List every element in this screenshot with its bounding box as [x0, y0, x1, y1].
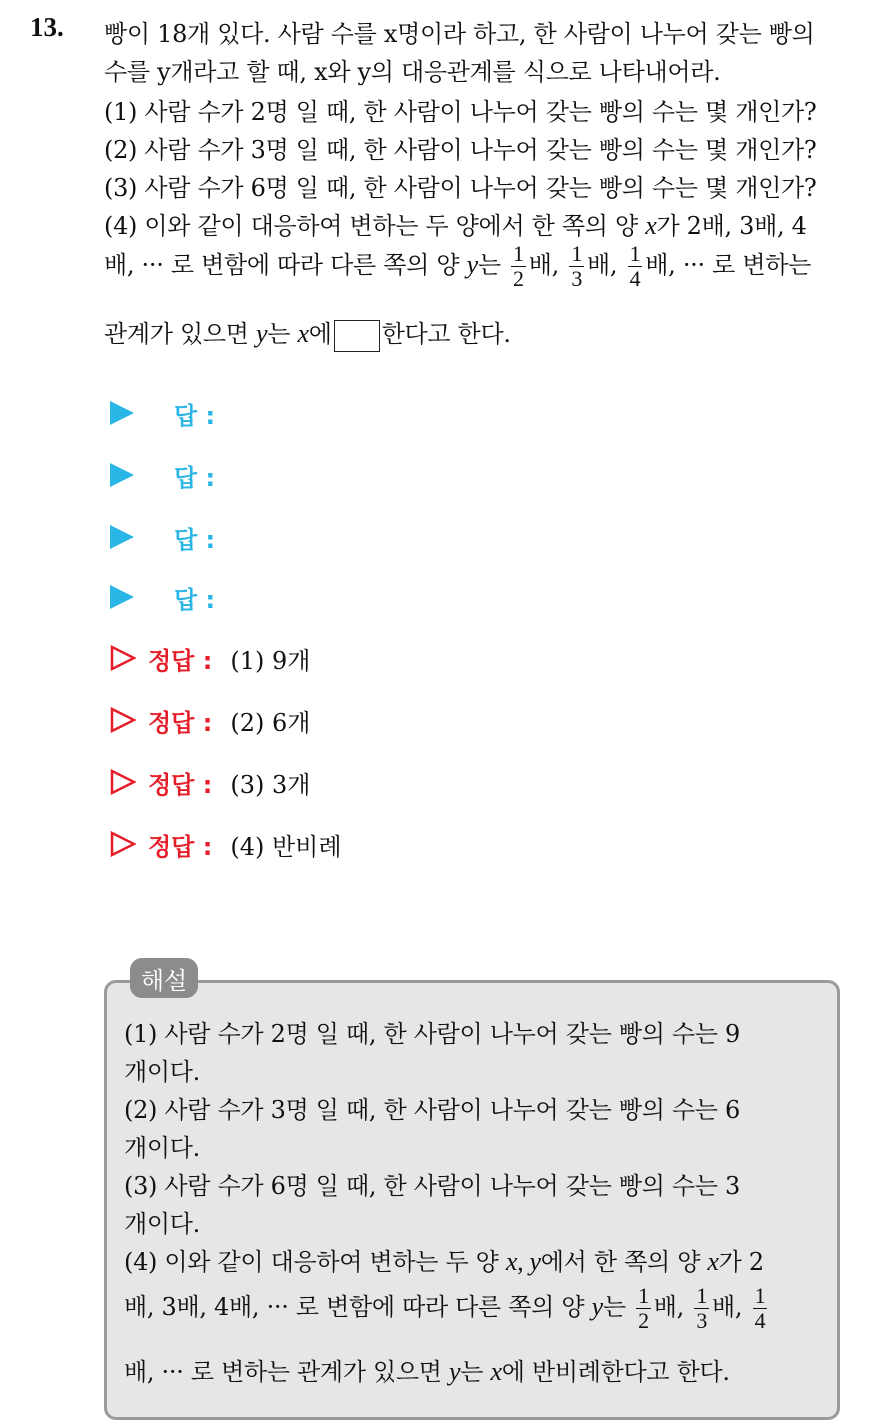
correct-label: 정답 : — [148, 832, 213, 861]
explanation-text: 가 2 — [718, 1248, 764, 1276]
sub4-text: 는 — [477, 251, 501, 280]
answer-label: 답 : — [174, 401, 216, 430]
explanation-line: 개이다. — [124, 1058, 200, 1086]
explanation-line-4c — [124, 1352, 730, 1387]
correct-answer-4 — [110, 826, 342, 862]
sub4-text: 배, ··· 로 변함에 따라 다른 쪽의 양 — [104, 251, 467, 280]
correct-value: (2) 6개 — [230, 708, 311, 737]
sub4-text: 배, ··· 로 변하는 — [645, 251, 812, 280]
sub-question-4-line2 — [104, 242, 811, 291]
explanation-tag: 해설 — [130, 958, 198, 998]
explanation-text: (4) 이와 같이 대응하여 변하는 두 양 — [124, 1248, 506, 1276]
play-arrow-icon — [110, 525, 134, 549]
play-arrow-icon — [110, 401, 134, 425]
fraction-one-third: $\frac{1}{3}$ — [696, 1283, 708, 1334]
sub-question-2: (2) 사람 수가 3명 일 때, 한 사람이 나누어 갖는 빵의 수는 몇 개인가? — [104, 136, 817, 164]
question-intro-line2: 수를 y개라고 할 때, x와 y의 대응관계를 식으로 나타내어라. — [104, 58, 721, 86]
correct-label: 정답 : — [148, 646, 213, 675]
explanation-line: 개이다. — [124, 1210, 200, 1238]
fraction-one-third: $\frac{1}{3}$ — [571, 241, 583, 292]
correct-value: (4) 반비례 — [230, 832, 342, 861]
variable-y: y — [255, 319, 268, 348]
explanation-line: (3) 사람 수가 6명 일 때, 한 사람이 나누어 갖는 빵의 수는 3 — [124, 1172, 740, 1200]
fraction-one-quarter: $\frac{1}{4}$ — [629, 241, 641, 292]
variable-y: y — [466, 250, 478, 280]
explanation-text: 는 — [602, 1293, 626, 1322]
explanation-line-4b — [124, 1284, 770, 1333]
sub-question-4-line3 — [104, 314, 511, 352]
hollow-triangle-icon — [110, 645, 136, 671]
sub-question-3: (3) 사람 수가 6명 일 때, 한 사람이 나누어 갖는 빵의 수는 몇 개인가? — [104, 174, 817, 202]
sub-question-1: (1) 사람 수가 2명 일 때, 한 사람이 나누어 갖는 빵의 수는 몇 개인가? — [104, 98, 817, 126]
explanation-line: (1) 사람 수가 2명 일 때, 한 사람이 나누어 갖는 빵의 수는 9 — [124, 1020, 740, 1048]
fraction-one-half: $\frac{1}{2}$ — [513, 241, 524, 292]
fraction-one-half: $\frac{1}{2}$ — [638, 1283, 649, 1334]
explanation-text: 는 — [460, 1358, 491, 1386]
variable-x: x — [645, 211, 657, 240]
variable-x: x — [297, 319, 309, 348]
sub4-text: 관계가 있으면 — [104, 320, 256, 348]
variable-x: x — [490, 1357, 502, 1386]
answer-row-4[interactable] — [110, 580, 215, 614]
variable-y: y — [449, 1357, 461, 1386]
correct-answer-1 — [110, 640, 310, 676]
sub4-text: 한다고 한다. — [381, 320, 511, 348]
play-arrow-icon — [110, 585, 134, 609]
correct-answer-3 — [110, 764, 310, 800]
variables-xy: x, y — [505, 1247, 541, 1276]
explanation-line: 개이다. — [124, 1134, 200, 1162]
explanation-line: (2) 사람 수가 3명 일 때, 한 사람이 나누어 갖는 빵의 수는 6 — [124, 1096, 740, 1124]
variable-x: x — [707, 1247, 719, 1276]
hollow-triangle-icon — [110, 769, 136, 795]
play-arrow-icon — [110, 463, 134, 487]
hollow-triangle-icon — [110, 707, 136, 733]
correct-value: (1) 9개 — [230, 646, 311, 675]
answer-label: 답 : — [174, 463, 216, 492]
answer-blank-box[interactable] — [334, 320, 380, 352]
sub4-text: 에 — [308, 320, 332, 348]
explanation-text: 에 반비례한다고 한다. — [501, 1358, 730, 1386]
hollow-triangle-icon — [110, 831, 136, 857]
correct-value: (3) 3개 — [230, 770, 311, 799]
explanation-text: 에서 한 쪽의 양 — [540, 1248, 708, 1276]
sub4-text: 는 — [267, 320, 298, 348]
frac-suffix: 배, — [712, 1293, 743, 1322]
answer-row-2[interactable] — [110, 458, 215, 492]
answer-row-3[interactable] — [110, 520, 215, 554]
explanation-text: 배, ··· 로 변하는 관계가 있으면 — [124, 1358, 450, 1386]
explanation-text: 배, 3배, 4배, ··· 로 변함에 따라 다른 쪽의 양 — [124, 1293, 592, 1322]
variable-y: y — [591, 1292, 603, 1322]
answer-label: 답 : — [174, 525, 216, 554]
explanation-line-4 — [124, 1242, 764, 1277]
answer-row-1[interactable] — [110, 396, 215, 430]
frac-suffix: 배, — [528, 251, 559, 280]
sub-question-4-line1 — [104, 206, 807, 241]
frac-suffix: 배, — [653, 1293, 684, 1322]
sub4-text: 가 2배, 3배, 4 — [656, 212, 807, 240]
correct-label: 정답 : — [148, 708, 213, 737]
fraction-one-quarter: $\frac{1}{4}$ — [754, 1283, 766, 1334]
frac-suffix: 배, — [587, 251, 618, 280]
question-number: 13. — [30, 12, 64, 42]
answer-label: 답 : — [174, 585, 216, 614]
sub4-text: (4) 이와 같이 대응하여 변하는 두 양에서 한 쪽의 양 — [104, 212, 646, 240]
correct-label: 정답 : — [148, 770, 213, 799]
correct-answer-2 — [110, 702, 310, 738]
question-intro-line1: 빵이 18개 있다. 사람 수를 x명이라 하고, 한 사람이 나누어 갖는 빵의 — [104, 20, 815, 48]
